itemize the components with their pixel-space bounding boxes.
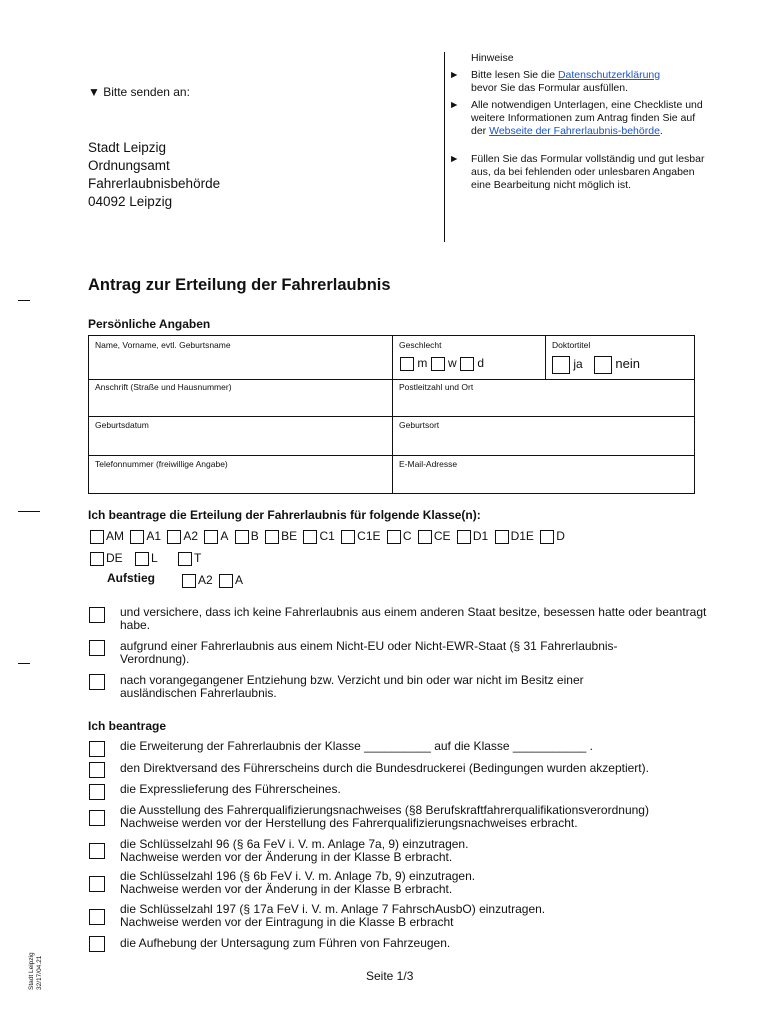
request-3-checkbox[interactable] [89,784,105,800]
class-a2-label: A2 [183,529,199,543]
class-a-checkbox[interactable] [204,530,218,544]
hint-item-3: Füllen Sie das Formular vollständig und gut lesbar aus, da bei fehlenden oder unlesbaren Angaben eine Bearbeitung nicht möglich ist. [471,153,705,191]
class-t-checkbox[interactable] [178,552,192,566]
table-row-line-1 [88,379,695,380]
class-am-checkbox[interactable] [90,530,104,544]
address-line-2: Ordnungsamt [88,158,170,173]
class-d1[interactable] [457,528,488,544]
class-ce[interactable] [418,528,451,544]
class-b-label: B [250,529,259,543]
class-row-2 [90,550,204,566]
declaration-3: nach vorangegangener Entziehung bzw. Verzicht und bin oder war nicht im Besitz einer ausländischen Fahrerlaubnis. [120,673,584,700]
class-b-checkbox[interactable] [235,530,249,544]
class-d1-label: D1 [472,529,489,543]
hint-item-1: Bitte lesen Sie die Datenschutzerklärung bevor Sie das Formular ausfüllen. [471,69,661,94]
doctor-yes-label: ja [573,357,583,372]
class-a[interactable] [204,528,228,544]
request-4-checkbox[interactable] [89,810,105,826]
class-c1-checkbox[interactable] [303,530,317,544]
class-d1e[interactable] [495,528,534,544]
request-6-checkbox[interactable] [89,876,105,892]
personal-heading: Persönliche Angaben [88,317,211,331]
hints-title: Hinweise [471,52,514,64]
class-c-checkbox[interactable] [387,530,401,544]
email-field[interactable]: E-Mail-Adresse [399,459,458,469]
request-8-checkbox[interactable] [89,936,105,952]
classes-heading: Ich beantrage die Erteilung der Fahrerlaubnis für folgende Klasse(n): [88,508,481,522]
class-be-checkbox[interactable] [265,530,279,544]
class-d[interactable] [540,528,565,544]
upgrade-a2[interactable] [182,572,213,588]
class-d-label: D [556,529,565,543]
upgrade-a2-checkbox[interactable] [182,574,196,588]
gender-label: Geschlecht [399,340,442,350]
gender-d-label: d [477,356,485,370]
page-number: Seite 1/3 [366,969,414,983]
class-l[interactable] [135,550,158,566]
class-d1e-checkbox[interactable] [495,530,509,544]
class-t[interactable] [178,550,201,566]
address-field[interactable]: Anschrift (Straße und Hausnummer) [95,382,232,392]
address-line-3: Fahrerlaubnisbehörde [88,176,221,191]
request-qualification: die Ausstellung des Fahrerqualifizierungsnachweises (§8 Berufskraftfahrerqualifikationsverordnung) Nachweise werden vor der Herstellung des Fahrerqualifizierungsnachweises erbracht. [120,803,649,830]
class-d1e-label: D1E [510,529,534,543]
hint-bullet-1: ► [449,69,460,81]
side-code [28,930,52,990]
send-to-label: ▼ Bitte senden an: [88,85,190,99]
class-a1-checkbox[interactable] [130,530,144,544]
upgrade-a-label: A [235,573,244,587]
declaration-1: und versichere, dass ich keine Fahrerlaubnis aus einem anderen Staat besitze, besessen hatte oder beantragt habe. [120,605,707,632]
class-ce-label: CE [433,529,451,543]
upgrade-a2-label: A2 [198,573,213,587]
class-c-label: C [402,529,412,543]
declaration-3-checkbox[interactable] [89,674,105,690]
class-a-label: A [220,529,229,543]
phone-field[interactable]: Telefonnummer (freiwillige Angabe) [95,459,228,469]
class-am[interactable] [90,528,124,544]
upgrade-a[interactable] [219,572,243,588]
class-c1e[interactable] [341,528,380,544]
page-title: Antrag zur Erteilung der Fahrerlaubnis [88,276,391,294]
class-de-label: DE [106,551,123,565]
authority-website-link[interactable]: Webseite der Fahrerlaubnis-behörde [489,125,660,137]
request-direct-shipping: den Direktversand des Führerscheins durch die Bundesdruckerei (Bedingungen wurden akzeptiert). [120,761,649,775]
address-line-4: 04092 Leipzig [88,194,173,209]
request-7-checkbox[interactable] [89,909,105,925]
zip-city-field[interactable]: Postleitzahl und Ort [399,382,474,392]
gender-m-checkbox[interactable] [400,357,414,371]
gender-m-label: m [417,356,428,370]
class-be[interactable] [265,528,297,544]
privacy-policy-link[interactable]: Datenschutzerklärung [557,69,661,81]
class-de-checkbox[interactable] [90,552,104,566]
table-divider-right [545,335,546,380]
upgrade-row [182,572,246,588]
request-5-checkbox[interactable] [89,843,105,859]
upgrade-a-checkbox[interactable] [219,574,233,588]
class-t-label: T [194,551,202,565]
table-row-line-2 [88,416,695,417]
name-field[interactable]: Name, Vorname, evtl. Geburtsname [95,340,231,350]
fold-mark-top [18,300,30,301]
recipient-address [88,139,220,211]
header-divider [444,52,445,242]
table-divider-center [392,335,393,494]
fold-mark-middle [18,511,40,512]
request-key-197: die Schlüsselzahl 197 (§ 17a FeV i. V. m. Anlage 7 FahrschAusbO) einzutragen. Nachweise werden vor der Eintragung in die Klasse B erbracht [120,902,546,929]
class-de[interactable] [90,550,123,566]
birth-date-field[interactable]: Geburtsdatum [95,420,149,430]
declaration-1-checkbox[interactable] [89,607,105,623]
request-key-196: die Schlüsselzahl 196 (§ 6b FeV i. V. m. Anlage 7b, 9) einzutragen. Nachweise werden vor der Änderung in der Klasse B erbracht. [120,869,476,896]
request-1-checkbox[interactable] [89,741,105,757]
class-l-label: L [151,551,158,565]
doctor-yes-checkbox[interactable] [552,356,570,374]
class-l-checkbox[interactable] [135,552,149,566]
upgrade-label: Aufstieg [107,571,155,585]
gender-w-checkbox[interactable] [431,357,445,371]
class-c1[interactable] [303,528,334,544]
class-b[interactable] [235,528,259,544]
side-code-line-2: 32/17/04.21 [36,955,43,990]
class-a2-checkbox[interactable] [167,530,181,544]
declaration-2: aufgrund einer Fahrerlaubnis aus einem Nicht-EU oder Nicht-EWR-Staat (§ 31 Fahrerlaubnis-Verordnung). [120,639,618,666]
birth-place-field[interactable]: Geburtsort [399,420,440,430]
gender-w-label: w [448,356,457,370]
class-be-label: BE [281,529,298,543]
hint-item-2: Alle notwendigen Unterlagen, eine Checkliste und weitere Informationen zum Antrag finden Sie auf der Webseite der Fahrerlaubnis-behörde. [471,99,703,137]
class-a1[interactable] [130,528,161,544]
doctor-no-label: nein [615,356,640,372]
fold-mark-bottom [18,663,30,664]
class-c1-label: C1 [319,529,335,543]
class-ce-checkbox[interactable] [418,530,432,544]
hint-bullet-3: ► [449,153,460,165]
table-row-line-3 [88,455,695,456]
gender-d-checkbox[interactable] [460,357,474,371]
request-key-96: die Schlüsselzahl 96 (§ 6a FeV i. V. m. Anlage 7a, 9) einzutragen. Nachweise werden vor der Änderung in der Klasse B erbracht. [120,837,469,864]
class-am-label: AM [106,529,124,543]
hint-bullet-2: ► [449,99,460,111]
class-c1e-label: C1E [357,529,381,543]
doctor-label: Doktortitel [552,340,591,350]
requests-heading: Ich beantrage [88,719,167,733]
doctor-options [552,356,640,374]
class-d1-checkbox[interactable] [457,530,471,544]
class-c1e-checkbox[interactable] [341,530,355,544]
class-d-checkbox[interactable] [540,530,554,544]
address-line-1: Stadt Leipzig [88,140,167,155]
doctor-no-checkbox[interactable] [594,356,612,374]
declaration-2-checkbox[interactable] [89,640,105,656]
class-a2[interactable] [167,528,198,544]
request-lift-ban: die Aufhebung der Untersagung zum Führen von Fahrzeugen. [120,936,451,950]
class-a1-label: A1 [146,529,162,543]
class-c[interactable] [387,528,412,544]
request-2-checkbox[interactable] [89,762,105,778]
side-code-line-1: Stadt Leipzig [28,952,35,990]
class-row-1 [90,528,568,544]
request-extension: die Erweiterung der Fahrerlaubnis der Klasse __________ auf die Klasse ___________ . [120,739,593,753]
request-express: die Expresslieferung des Führerscheines. [120,782,341,796]
gender-options [400,356,484,371]
